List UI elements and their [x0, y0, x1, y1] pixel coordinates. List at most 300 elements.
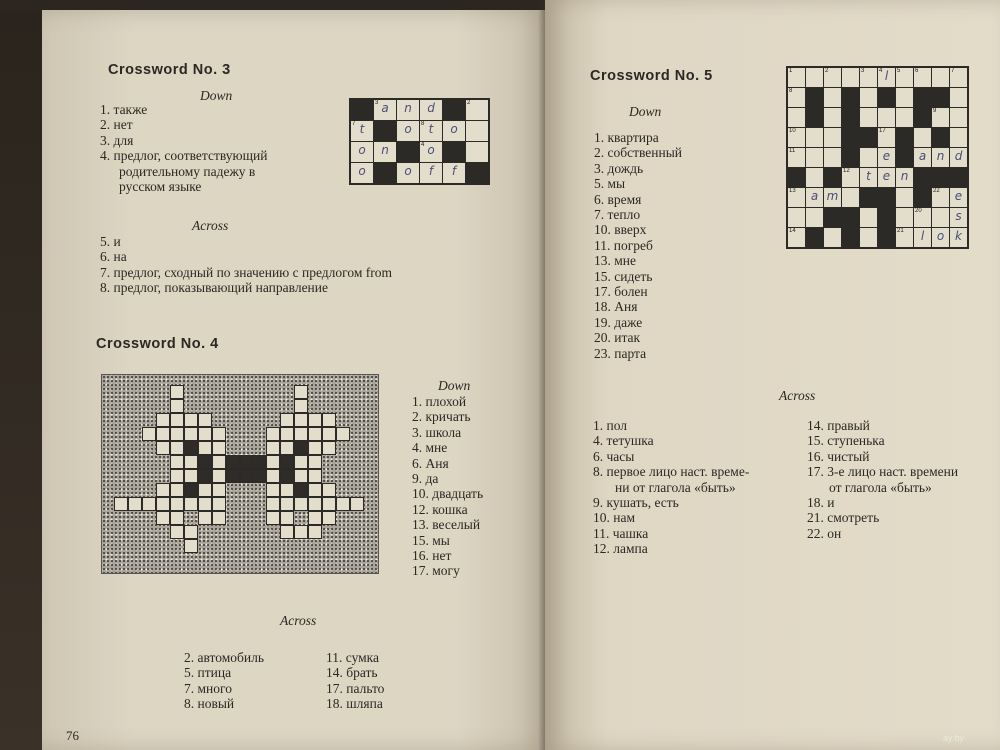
- cell-number: 3: [861, 68, 865, 74]
- crossword4-title: Crossword No. 4: [96, 336, 219, 352]
- cell-letter: l: [920, 229, 925, 243]
- black-cell: [252, 455, 266, 469]
- clue: 7. предлог, сходный по значению с предлогом from: [100, 264, 392, 280]
- black-cell: [878, 208, 895, 227]
- crossword4-down-heading: Down: [438, 378, 471, 393]
- grid-cell: [932, 228, 949, 247]
- clue: 2. собственный: [594, 145, 683, 161]
- cell-letter: d: [954, 149, 963, 163]
- black-cell: [226, 455, 240, 469]
- grid-cell: [860, 88, 877, 107]
- clue: 20. итак: [594, 330, 641, 346]
- cell-letter: n: [381, 143, 389, 157]
- grid-cell: [184, 455, 198, 469]
- crossword5-down-list: [594, 130, 682, 361]
- grid-cell: [788, 148, 805, 167]
- grid-cell: [420, 121, 442, 141]
- grid-cell: [950, 108, 967, 127]
- grid-cell: [351, 142, 373, 162]
- clue: 12. лампа: [593, 541, 648, 557]
- clue: 5. птица: [184, 665, 232, 681]
- grid-cell: [170, 441, 184, 455]
- grid-cell: [950, 188, 967, 207]
- grid-cell: [212, 427, 226, 441]
- grid-cell: [156, 441, 170, 455]
- grid-cell: [280, 427, 294, 441]
- grid-cell: [806, 68, 823, 87]
- cell-letter: o: [358, 143, 366, 157]
- cell-number: 4: [879, 68, 883, 74]
- grid-cell: [914, 68, 931, 87]
- grid-cell: [170, 525, 184, 539]
- clue: 11. сумка: [326, 650, 380, 665]
- black-cell: [824, 168, 841, 187]
- grid-cell: [466, 100, 488, 120]
- grid-cell: [294, 427, 308, 441]
- grid-cell: [170, 455, 184, 469]
- black-cell: [806, 228, 823, 247]
- black-cell: [950, 168, 967, 187]
- cell-number: 4: [421, 142, 425, 148]
- grid-cell: [932, 188, 949, 207]
- grid-cell: [788, 208, 805, 227]
- cell-number: 11: [789, 148, 796, 154]
- cell-letter: o: [427, 143, 435, 157]
- cell-letter: t: [866, 169, 871, 183]
- clue: 1. квартира: [594, 130, 659, 145]
- grid-cell: [266, 483, 280, 497]
- black-cell: [397, 142, 419, 162]
- black-cell: [842, 108, 859, 127]
- grid-cell: [198, 511, 212, 525]
- cell-letter: o: [936, 229, 945, 243]
- clue: 19. даже: [594, 314, 643, 330]
- grid-cell: [170, 385, 184, 399]
- clue: 11. погреб: [594, 237, 653, 253]
- cell-letter: f: [451, 164, 457, 178]
- clue: 15. сидеть: [594, 268, 653, 284]
- crossword3-down-list: [100, 102, 267, 194]
- grid-cell: [156, 483, 170, 497]
- grid-cell: [212, 497, 226, 511]
- grid-cell: [170, 497, 184, 511]
- grid-cell: [914, 148, 931, 167]
- crossword4-across-heading: Across: [280, 613, 317, 628]
- grid-cell: [336, 427, 350, 441]
- grid-cell: [308, 413, 322, 427]
- grid-cell: [308, 497, 322, 511]
- grid-cell: [170, 413, 184, 427]
- grid-cell: [374, 100, 396, 120]
- crossword3-down-heading: Down: [200, 88, 233, 103]
- clue: 17. болен: [594, 284, 648, 300]
- clue: 2. кричать: [412, 409, 471, 425]
- clue: 7. много: [184, 680, 232, 696]
- grid-cell: [788, 228, 805, 247]
- cell-letter: e: [954, 189, 963, 203]
- clue: 6. время: [594, 191, 642, 207]
- grid-cell: [184, 525, 198, 539]
- grid-cell: [788, 128, 805, 147]
- cell-number: 1: [789, 68, 793, 74]
- grid-cell: [322, 427, 336, 441]
- cell-number: 22: [933, 188, 940, 194]
- clue: 13. мне: [594, 253, 637, 269]
- grid-cell: [351, 121, 373, 141]
- crossword4-across-col2: [326, 650, 384, 712]
- cell-number: 12: [843, 168, 850, 174]
- black-cell: [914, 108, 931, 127]
- grid-cell: [914, 128, 931, 147]
- grid-cell: [128, 497, 142, 511]
- clue: 3. дождь: [594, 160, 644, 176]
- cell-letter: d: [427, 101, 435, 115]
- grid-cell: [896, 188, 913, 207]
- grid-cell: [142, 427, 156, 441]
- grid-cell: [420, 100, 442, 120]
- grid-cell: [280, 483, 294, 497]
- black-cell: [932, 88, 949, 107]
- grid-cell: [443, 163, 465, 183]
- clue: 12. кошка: [412, 501, 468, 517]
- clue: 4. тетушка: [593, 433, 654, 449]
- grid-cell: [806, 208, 823, 227]
- clue: 16. чистый: [807, 448, 870, 464]
- grid-cell: [266, 497, 280, 511]
- black-cell: [294, 483, 308, 497]
- grid-cell: [824, 128, 841, 147]
- grid-cell: [308, 511, 322, 525]
- cell-letter: e: [882, 169, 891, 183]
- grid-cell: [308, 525, 322, 539]
- grid-cell: [806, 188, 823, 207]
- grid-cell: [294, 497, 308, 511]
- crossword5-title: Crossword No. 5: [590, 68, 713, 84]
- cell-letter: t: [359, 122, 365, 136]
- grid-cell: [824, 108, 841, 127]
- grid-cell: [294, 399, 308, 413]
- grid-cell: [294, 385, 308, 399]
- clue: 14. брать: [326, 665, 378, 681]
- clue: 10. вверх: [594, 222, 647, 238]
- crossword3-title: Crossword No. 3: [108, 62, 231, 78]
- clue: 6. на: [100, 249, 127, 265]
- grid-cell: [824, 68, 841, 87]
- grid-cell: [114, 497, 128, 511]
- black-cell: [280, 455, 294, 469]
- grid-cell: [824, 148, 841, 167]
- grid-cell: [170, 427, 184, 441]
- grid-cell: [294, 455, 308, 469]
- left-page: [42, 10, 548, 750]
- clue: 15. мы: [412, 532, 450, 548]
- grid-cell: [932, 68, 949, 87]
- clue: 17. могу: [412, 563, 460, 579]
- grid-cell: [280, 413, 294, 427]
- clue: 3. для: [100, 132, 134, 148]
- clue: 16. нет: [412, 548, 452, 564]
- black-cell: [351, 100, 373, 120]
- clue: 8. новый: [184, 696, 235, 712]
- grid-cell: [950, 228, 967, 247]
- grid-cell: [914, 208, 931, 227]
- black-cell: [842, 88, 859, 107]
- crossword4-grid: [101, 374, 379, 574]
- clue: 6. Аня: [412, 455, 449, 471]
- grid-cell: [466, 142, 488, 162]
- grid-cell: [397, 121, 419, 141]
- cell-letter: f: [428, 164, 434, 178]
- cell-letter: s: [955, 209, 962, 223]
- grid-cell: [824, 228, 841, 247]
- grid-cell: [860, 168, 877, 187]
- clue: 4. предлог, соответствующий: [100, 148, 268, 164]
- grid-cell: [322, 511, 336, 525]
- grid-cell: [184, 427, 198, 441]
- crossword3-across-list: [100, 234, 392, 296]
- grid-cell: [294, 525, 308, 539]
- black-cell: [878, 88, 895, 107]
- cell-number: 2: [467, 100, 471, 106]
- black-cell: [198, 455, 212, 469]
- cell-number: 17: [879, 128, 886, 134]
- crossword5-down-heading: Down: [629, 104, 662, 119]
- grid-cell: [170, 399, 184, 413]
- grid-cell: [212, 441, 226, 455]
- grid-cell: [914, 228, 931, 247]
- black-cell: [198, 469, 212, 483]
- cell-letter: o: [404, 164, 412, 178]
- black-cell: [466, 163, 488, 183]
- grid-cell: [397, 100, 419, 120]
- cell-number: 5: [897, 68, 901, 74]
- grid-cell: [308, 469, 322, 483]
- grid-cell: [184, 539, 198, 553]
- grid-cell: [896, 168, 913, 187]
- clue: 11. чашка: [593, 525, 649, 541]
- black-cell: [184, 483, 198, 497]
- grid-cell: [788, 108, 805, 127]
- black-cell: [280, 469, 294, 483]
- grid-cell: [266, 441, 280, 455]
- crossword5-grid: [786, 66, 969, 249]
- clue: 6. часы: [593, 448, 635, 464]
- grid-cell: [212, 511, 226, 525]
- black-cell: [374, 163, 396, 183]
- clue: 15. ступенька: [807, 433, 885, 449]
- grid-cell: [322, 497, 336, 511]
- clue: 2. нет: [100, 117, 133, 133]
- grid-cell: [156, 497, 170, 511]
- clue: 1. также: [100, 102, 148, 117]
- black-cell: [443, 100, 465, 120]
- black-cell: [374, 121, 396, 141]
- clue: 17. пальто: [326, 680, 385, 696]
- grid-cell: [170, 511, 184, 525]
- cell-number: 14: [789, 228, 796, 234]
- grid-cell: [806, 128, 823, 147]
- black-cell: [932, 168, 949, 187]
- grid-cell: [896, 208, 913, 227]
- grid-cell: [860, 228, 877, 247]
- clue: 5. и: [100, 234, 121, 249]
- black-cell: [806, 108, 823, 127]
- black-cell: [806, 88, 823, 107]
- grid-cell: [860, 208, 877, 227]
- grid-cell: [878, 148, 895, 167]
- grid-cell: [280, 497, 294, 511]
- cell-number: 7: [352, 121, 356, 127]
- grid-cell: [156, 427, 170, 441]
- clue: 18. Аня: [594, 299, 638, 315]
- crossword5-across-col2: [807, 418, 958, 541]
- cell-number: 2: [825, 68, 829, 74]
- clue: 8. предлог, показывающий направление: [100, 280, 328, 296]
- grid-cell: [950, 88, 967, 107]
- grid-cell: [322, 413, 336, 427]
- right-page: [545, 0, 1000, 750]
- black-cell: [842, 128, 859, 147]
- grid-cell: [788, 68, 805, 87]
- grid-cell: [788, 188, 805, 207]
- grid-cell: [308, 455, 322, 469]
- clue: 21. смотреть: [807, 510, 880, 526]
- grid-cell: [950, 68, 967, 87]
- clue: родительному падежу в: [119, 163, 256, 179]
- grid-cell: [212, 483, 226, 497]
- grid-cell: [932, 108, 949, 127]
- clue: 9. кушать, есть: [593, 495, 679, 511]
- grid-cell: [466, 121, 488, 141]
- clue: от глагола «быть»: [829, 479, 932, 495]
- cell-letter: n: [404, 101, 412, 115]
- grid-cell: [184, 413, 198, 427]
- grid-cell: [420, 142, 442, 162]
- black-cell: [842, 148, 859, 167]
- grid-cell: [824, 188, 841, 207]
- black-cell: [860, 128, 877, 147]
- cell-number: 8: [421, 121, 425, 127]
- crossword5-across-col1: [593, 418, 749, 557]
- grid-cell: [266, 469, 280, 483]
- cell-number: 3: [375, 100, 379, 106]
- cell-letter: o: [450, 122, 458, 136]
- grid-cell: [896, 108, 913, 127]
- cell-number: 21: [897, 228, 904, 234]
- black-cell: [896, 128, 913, 147]
- clue: 7. тепло: [594, 207, 641, 223]
- cell-number: 13: [789, 188, 796, 194]
- clue: 14. правый: [807, 418, 870, 433]
- clue: 18. шляпа: [326, 696, 383, 712]
- grid-cell: [932, 208, 949, 227]
- clue: 2. автомобиль: [184, 650, 265, 665]
- clue: русском языке: [119, 179, 202, 195]
- grid-cell: [788, 88, 805, 107]
- grid-cell: [156, 413, 170, 427]
- clue: 1. плохой: [412, 394, 467, 409]
- grid-cell: [950, 148, 967, 167]
- grid-cell: [806, 148, 823, 167]
- grid-cell: [266, 455, 280, 469]
- grid-cell: [842, 188, 859, 207]
- clue: 10. двадцать: [412, 486, 484, 502]
- clue: 1. пол: [593, 418, 628, 433]
- grid-cell: [280, 511, 294, 525]
- grid-cell: [308, 483, 322, 497]
- grid-cell: [397, 163, 419, 183]
- grid-cell: [294, 469, 308, 483]
- grid-cell: [860, 108, 877, 127]
- black-cell: [226, 469, 240, 483]
- grid-cell: [184, 497, 198, 511]
- grid-cell: [860, 68, 877, 87]
- grid-cell: [842, 68, 859, 87]
- cell-letter: a: [918, 149, 927, 163]
- black-cell: [824, 208, 841, 227]
- clue: ни от глагола «быть»: [615, 479, 736, 495]
- black-cell: [914, 88, 931, 107]
- clue: 5. мы: [594, 176, 626, 192]
- cell-number: 9: [933, 108, 937, 114]
- grid-cell: [878, 128, 895, 147]
- cell-letter: a: [381, 101, 389, 115]
- grid-cell: [198, 441, 212, 455]
- clue: 13. веселый: [412, 517, 481, 533]
- grid-cell: [280, 441, 294, 455]
- grid-cell: [156, 511, 170, 525]
- page-number: 76: [66, 728, 79, 743]
- grid-cell: [308, 427, 322, 441]
- cell-letter: o: [404, 122, 412, 136]
- grid-cell: [198, 497, 212, 511]
- black-cell: [914, 188, 931, 207]
- clue: 18. и: [807, 495, 835, 511]
- black-cell: [878, 228, 895, 247]
- clue: 4. мне: [412, 440, 448, 456]
- grid-cell: [170, 469, 184, 483]
- grid-cell: [806, 168, 823, 187]
- grid-cell: [842, 168, 859, 187]
- crossword4-down-list: [412, 394, 483, 579]
- clue: 9. да: [412, 471, 439, 487]
- grid-cell: [878, 68, 895, 87]
- cell-number: 10: [789, 128, 796, 134]
- crossword3-across-heading: Across: [192, 218, 229, 233]
- grid-cell: [184, 469, 198, 483]
- clue: 3. школа: [412, 424, 462, 440]
- grid-cell: [896, 68, 913, 87]
- grid-cell: [198, 413, 212, 427]
- grid-cell: [896, 88, 913, 107]
- grid-cell: [350, 497, 364, 511]
- grid-cell: [336, 497, 350, 511]
- black-cell: [842, 208, 859, 227]
- crossword3-grid: [349, 98, 490, 185]
- grid-cell: [322, 441, 336, 455]
- cell-letter: n: [900, 169, 909, 183]
- cell-letter: a: [810, 189, 819, 203]
- black-cell: [788, 168, 805, 187]
- black-cell: [914, 168, 931, 187]
- grid-cell: [266, 427, 280, 441]
- grid-cell: [351, 163, 373, 183]
- cell-number: 7: [951, 68, 955, 74]
- cell-letter: e: [882, 149, 891, 163]
- grid-cell: [142, 497, 156, 511]
- grid-cell: [443, 121, 465, 141]
- grid-cell: [374, 142, 396, 162]
